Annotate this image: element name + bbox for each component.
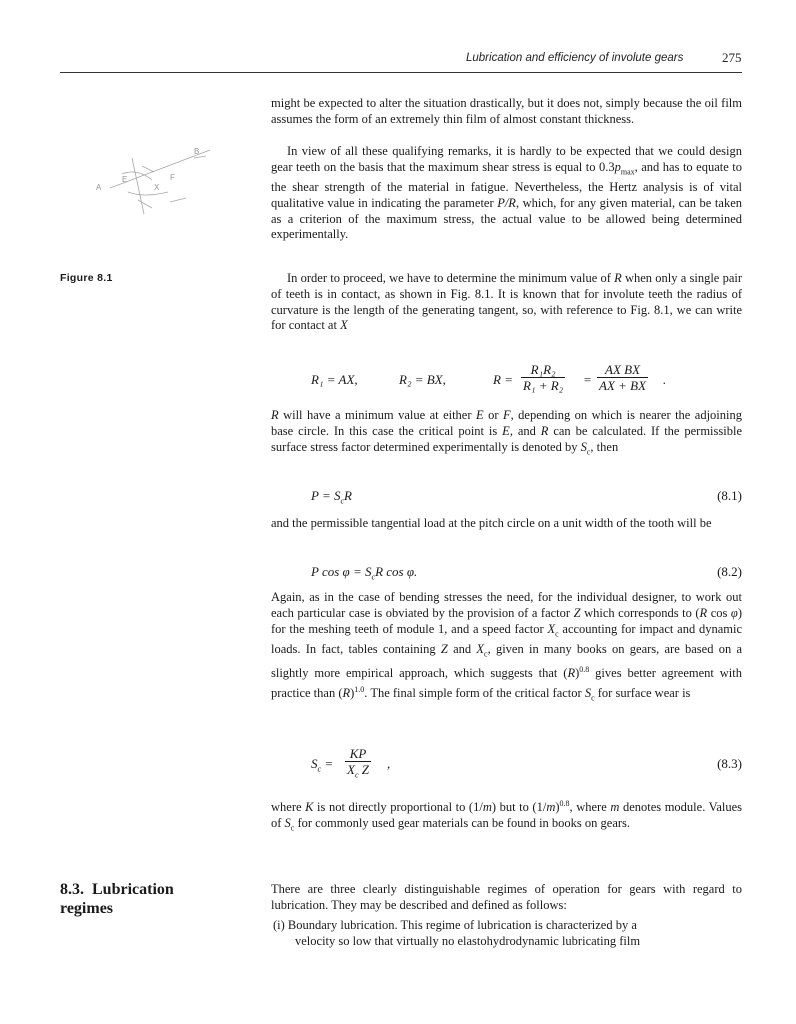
symbol-x: X — [340, 318, 348, 333]
symbol-p: p — [614, 159, 621, 174]
paragraph-4-text-d: , and — [509, 423, 541, 438]
symbol-e: E — [475, 408, 484, 422]
fraction-kp-xcz — [345, 746, 371, 783]
base-circle-arc — [128, 192, 168, 195]
paragraph-4-text-e: can be calculated. If the permissible surface stress factor determined experimentally is denoted by — [271, 423, 742, 454]
equation-8-3-lhs: $S_c$ = — [311, 756, 334, 774]
paragraph-4-text-b: or — [483, 408, 503, 422]
equation-end-period: . — [663, 372, 667, 387]
fraction-xcz-denominator: $X_c$ Z — [347, 762, 369, 780]
section-number: 8.3. — [60, 881, 84, 898]
section-heading-8-3 — [60, 880, 174, 918]
list-item-line1: (i) Boundary lubrication. This regime of lubrication is characterized by a — [273, 918, 637, 932]
figure-label-x: X — [154, 183, 160, 192]
paragraph-1-text: might be expected to alter the situation drastically, but it does not, simply because the oil film assumes the form of an extremely thin film of almost constant thickness. — [271, 96, 742, 126]
figure-label-e: E — [122, 175, 128, 184]
page-number: 275 — [722, 50, 742, 65]
subscript-max: max — [620, 167, 635, 177]
paragraph-4-text-f: , then — [590, 439, 619, 454]
equation-radius — [271, 362, 742, 398]
fraction-r1r2 — [521, 362, 565, 393]
figure-caption: Figure 8.1 — [60, 272, 113, 284]
paragraph-4-text-c: , depending on which is nearer the adjoining base circle. In this case the critical point is — [271, 408, 742, 438]
fraction-axbx-numerator: AX BX — [597, 362, 648, 378]
equation-8-2-body: P $\cos \varphi = S_cR$ cos φ. — [311, 564, 418, 582]
paragraph-5 — [271, 516, 742, 532]
paragraph-2-text-b: , and has to equate to the shear strength of the material in fatigue. Nevertheless, the Hertz analysis is of vital qualitative value in indicating the parameter — [271, 159, 742, 210]
running-title: Lubrication and efficiency of involute gears — [466, 52, 684, 64]
symbol-r: R — [614, 271, 622, 285]
equation-r-lhs: R = — [493, 372, 513, 387]
section-intro-text: There are three clearly distinguishable regimes of operation for gears with regard to lubrication. They may be described and defined as follows: — [271, 882, 742, 912]
equation-r2: R₂ = BX, — [399, 372, 446, 387]
symbol-r: R — [540, 423, 549, 438]
equation-8-2 — [271, 564, 742, 582]
equation-r1: R₁ = AX, — [311, 372, 358, 387]
paragraph-3-text-b: when only a single pair of teeth is in contact, as shown in Fig. 8.1. It is known that for involute teeth the radius of curvature is the length of the generating tangent, so, with reference to Fig. 8.1, we can write for contact at — [271, 271, 743, 333]
section-intro — [271, 882, 742, 914]
equation-8-3-comma: , — [387, 756, 391, 771]
symbol-f: F — [502, 408, 511, 422]
paragraph-5-text: and the permissible tangential load at the pitch circle on a unit width of the tooth will be — [271, 516, 712, 530]
paragraph-2-text-a: In view of all these qualifying remarks, it is hardly to be expected that we could design gear teeth on the basis that the maximum shear stress is equal to 0.3 — [271, 144, 742, 174]
list-item-boundary-lubrication — [271, 918, 742, 950]
paragraph-1 — [271, 96, 742, 128]
section-title-line2: regimes — [60, 900, 114, 917]
symbol-r: R — [271, 408, 279, 422]
paragraph-2 — [271, 144, 742, 243]
figure-label-b: B — [194, 147, 200, 156]
section-title-line1: Lubrication — [92, 881, 174, 898]
figure-label-f: F — [170, 173, 175, 182]
fraction-r1r2-numerator: R₁R₂ — [521, 362, 565, 378]
equation-8-1-number: (8.1) — [717, 488, 742, 503]
paragraph-4 — [271, 408, 742, 460]
equation-8-3 — [271, 744, 742, 780]
symbol-s: S — [580, 439, 587, 454]
equation-8-1-body: $P = S_cR$ — [311, 488, 352, 506]
header-rule — [60, 72, 742, 73]
fraction-kp-numerator: KP — [345, 746, 371, 762]
paragraph-3-text-a: In order to proceed, we have to determine the minimum value of — [287, 271, 615, 285]
paragraph-7: where K is not directly proportional to (1/m) but to $(1/m)^{0.8}$, where m denotes module. Values of $S_c$ for commonly used gear materials can be found in books on gears. — [271, 799, 743, 833]
paragraph-2-text-c: , which, for any given material, can be taken as a criterion of the maximum stress, the actual value to be allowed being determined experimentally. — [271, 195, 742, 242]
fraction-axbx — [597, 362, 648, 393]
paragraph-6: Again, as in the case of bending stresses the need, for the individual designer, to work out each particular case is obviated by the provision of a factor Z which corresponds to (R cos φ) for the meshing teeth of module 1, and a speed factor $X_c$ accounting for impact and dynamic loads. In fact, tables containing Z and $X_c$, given in many books on gears, are based on a slightly more empirical approach, which suggests that $(R)^{0.8}$ gives better agreement with practice than $(R)^{1.0}$. The final simple form of the critical factor $S_c$ for surface wear is — [271, 590, 742, 703]
equation-8-2-number: (8.2) — [717, 564, 742, 579]
figure-8-1-diagram — [82, 140, 232, 230]
list-item-line2: velocity so low that virtually no elastohydrodynamic lubricating film — [295, 933, 641, 948]
figure-label-a: A — [96, 183, 102, 192]
equation-8-1 — [271, 488, 742, 506]
equation-equals: = — [583, 372, 592, 387]
fraction-axbx-denominator: AX + BX — [599, 378, 647, 393]
equation-8-3-number: (8.3) — [717, 756, 742, 771]
subscript-c: c — [586, 447, 591, 457]
symbol-p-over-r: P/R — [497, 195, 516, 210]
paragraph-3 — [271, 271, 742, 334]
fraction-r1r2-denominator: R₁ + R₂ — [523, 378, 564, 393]
paragraph-4-text-a: will have a minimum value at either — [278, 408, 476, 422]
symbol-e: E — [502, 423, 510, 438]
